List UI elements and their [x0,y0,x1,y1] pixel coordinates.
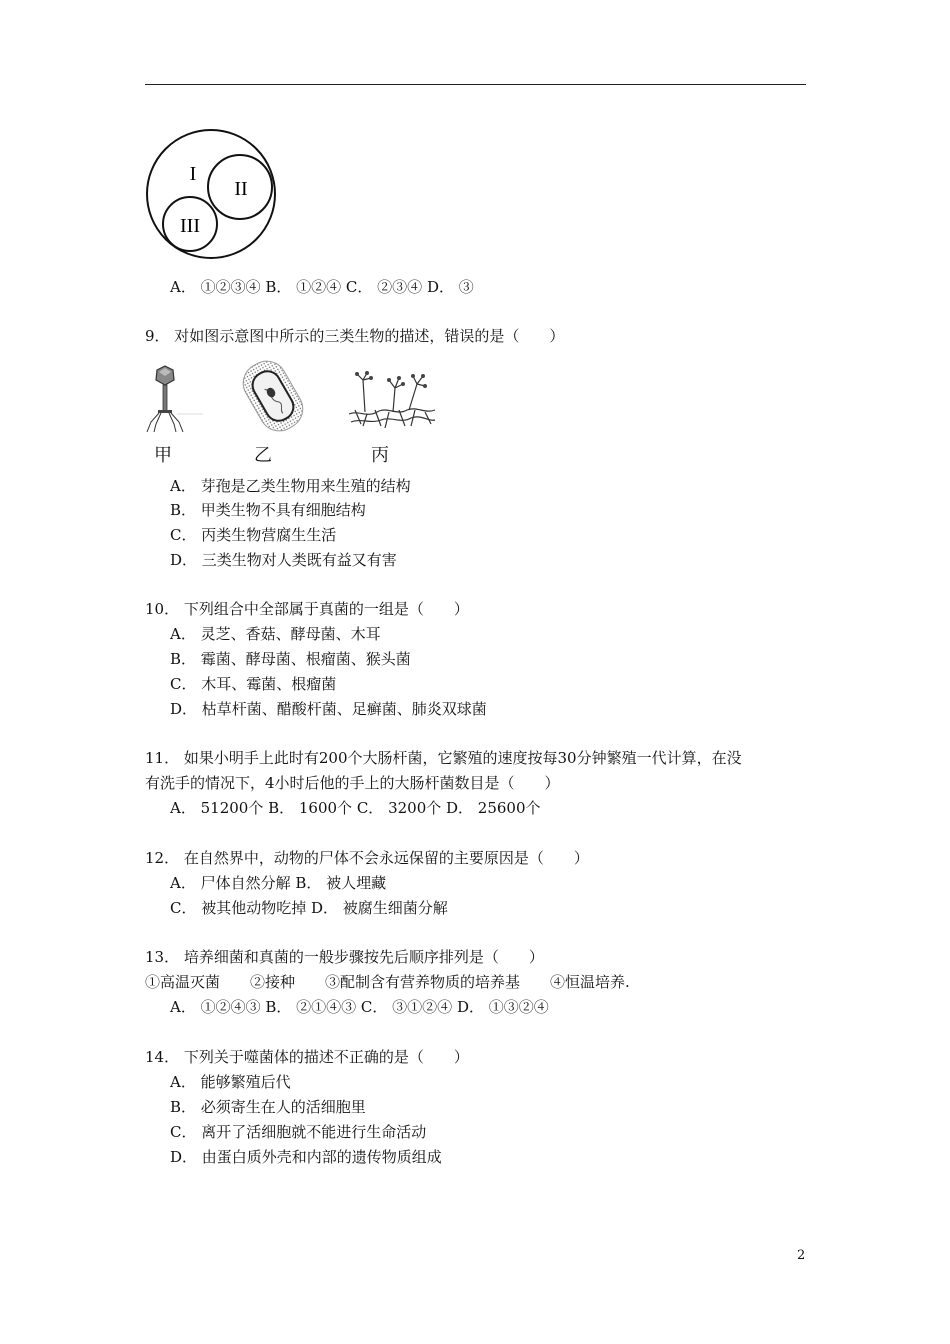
q10-option-c: C． 木耳、霉菌、根瘤菌 [170,675,337,693]
venn-label-i: I [189,163,197,185]
figure-label-yi: 乙 [254,445,272,466]
bacterium-illustration [235,356,311,436]
q12-options-line2: C． 被其他动物吃掉 D． 被腐生细菌分解 [170,899,448,917]
q9-option-c: C． 丙类生物营腐生生活 [170,526,337,544]
q13-steps: ①高温灭菌 ②接种 ③配制含有营养物质的培养基 ④恒温培养. [145,973,630,991]
q13-stem: 13． 培养细菌和真菌的一般步骤按先后顺序排列是（ ） [145,948,544,966]
header-rule [145,84,806,85]
q11-stem-line2: 有洗手的情况下，4小时后他的手上的大肠杆菌数目是（ ） [145,774,560,792]
page-number: 2 [797,1248,806,1263]
q10-stem: 10． 下列组合中全部属于真菌的一组是（ ） [145,600,469,618]
mold-illustration [345,370,437,432]
figure-label-bing: 丙 [371,445,389,466]
q10-option-d: D． 枯草杆菌、醋酸杆菌、足癣菌、肺炎双球菌 [170,700,487,718]
q9-option-b: B． 甲类生物不具有细胞结构 [170,501,366,519]
q13-options: A． ①②④③ B． ②①④③ C． ③①②④ D． ①③②④ [170,998,549,1016]
venn-label-iii: III [180,215,200,237]
q9-option-a: A． 芽孢是乙类生物用来生殖的结构 [170,477,411,495]
q12-stem: 12． 在自然界中，动物的尸体不会永远保留的主要原因是（ ） [145,849,589,867]
q11-options: A． 51200个 B． 1600个 C． 3200个 D． 25600个 [170,799,541,817]
q9-option-d: D． 三类生物对人类既有益又有害 [170,551,397,569]
q14-option-d: D． 由蛋白质外壳和内部的遗传物质组成 [170,1148,442,1166]
venn-outer-circle [147,130,275,258]
figure-label-jia: 甲 [154,445,172,466]
venn-diagram [143,128,279,260]
q12-options-line1: A． 尸体自然分解 B． 被人埋藏 [170,874,387,892]
q11-stem-line1: 11． 如果小明手上此时有200个大肠杆菌，它繁殖的速度按每30分钟繁殖一代计算，在没 [145,749,742,767]
q14-stem: 14． 下列关于噬菌体的描述不正确的是（ ） [145,1048,469,1066]
q14-option-b: B． 必须寄生在人的活细胞里 [170,1098,366,1116]
venn-label-ii: II [234,178,248,200]
q8-options: A． ①②③④ B． ①②④ C． ②③④ D． ③ [170,278,474,296]
q10-option-b: B． 霉菌、酵母菌、根瘤菌、猴头菌 [170,650,411,668]
q14-option-a: A． 能够繁殖后代 [170,1073,291,1091]
q9-stem: 9． 对如图示意图中所示的三类生物的描述，错误的是（ ） [145,327,565,345]
bacteriophage-illustration [145,364,205,432]
q10-option-a: A． 灵芝、香菇、酵母菌、木耳 [170,625,381,643]
q14-option-c: C． 离开了活细胞就不能进行生命活动 [170,1123,427,1141]
